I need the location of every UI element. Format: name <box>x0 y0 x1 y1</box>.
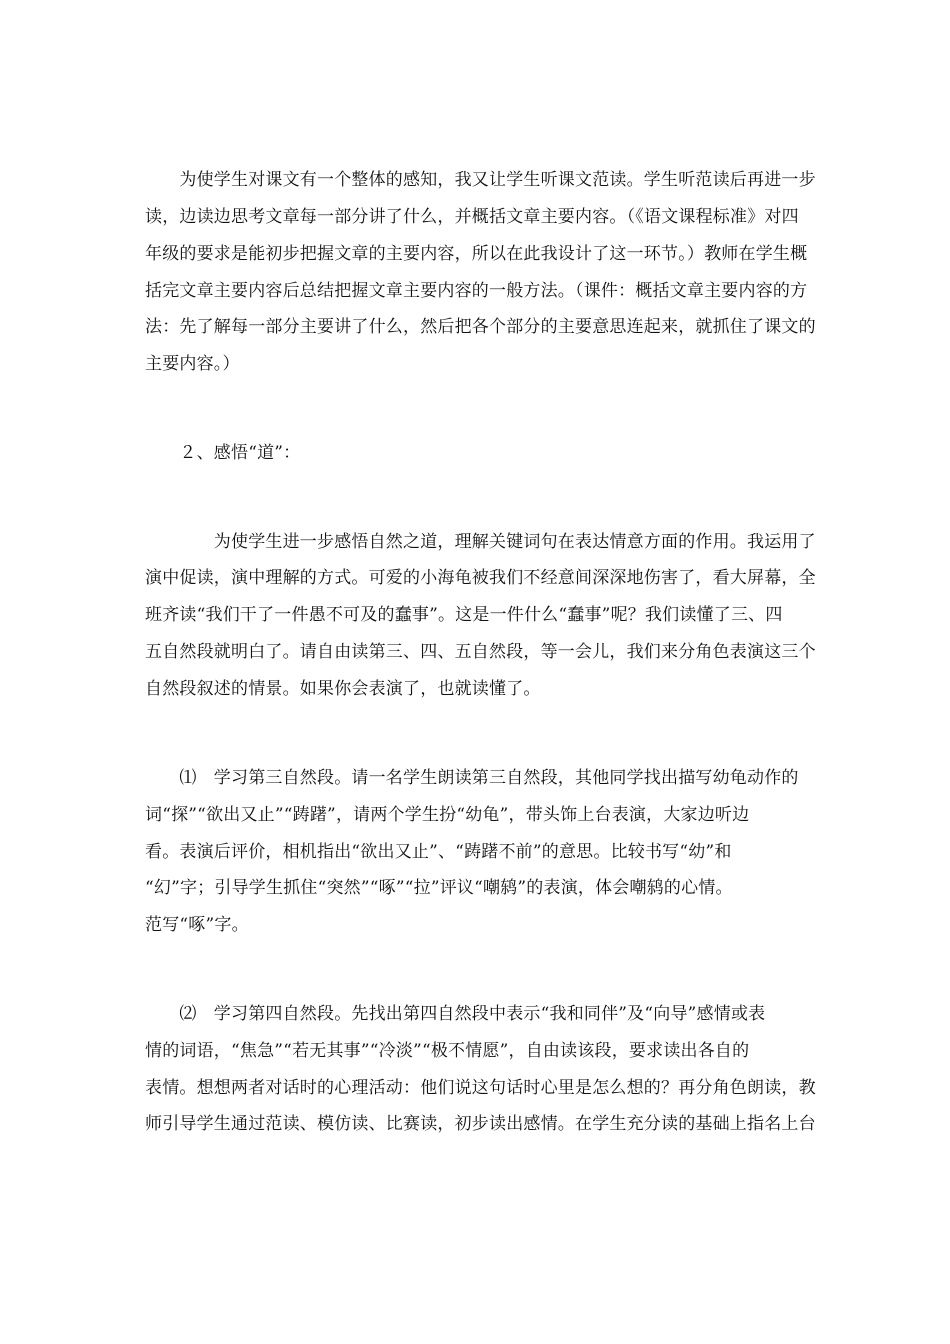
paragraph-2-line-1: 为使学生进一步感悟自然之道，理解关键词句在表达情意方面的作用。我运用了 <box>145 532 816 552</box>
section-heading: ２、感悟“道”： <box>145 443 301 463</box>
paragraph-1-line-3: 年级的要求是能初步把握文章的主要内容，所以在此我设计了这一环节。）教师在学生概 <box>145 244 808 264</box>
paragraph-3-line-4: “幻”字；引导学生抓住“突然”“啄”“拉”评议“嘲鸫”的表演，体会嘲鸫的心情。 <box>145 878 733 898</box>
paragraph-3-line-5: 范写“啄”字。 <box>145 915 249 935</box>
paragraph-4-line-4: 师引导学生通过范读、模仿读、比赛读，初步读出感情。在学生充分读的基础上指名上台 <box>145 1114 816 1134</box>
paragraph-4-line-2: 情的词语，“焦急”“若无其事”“冷淡”“极不情愿”，自由读该段，要求读出各自的 <box>145 1041 750 1061</box>
paragraph-3-line-3: 看。表演后评价，相机指出“欲出又止”、“踌躇不前”的意思。比较书写“幼”和 <box>145 842 732 862</box>
paragraph-1-line-4: 括完文章主要内容后总结把握文章主要内容的一般方法。（课件：概括文章主要内容的方 <box>145 281 808 301</box>
paragraph-3-line-1: ⑴ 学习第三自然段。请一名学生朗读第三自然段，其他同学找出描写幼龟动作的 <box>145 768 799 788</box>
paragraph-1-line-2: 读，边读边思考文章每一部分讲了什么，并概括文章主要内容。（《语文课程标准》对四 <box>145 207 799 227</box>
paragraph-1-line-1: 为使学生对课文有一个整体的感知，我又让学生听课文范读。学生听范读后再进一步 <box>145 170 816 190</box>
paragraph-2-line-2: 演中促读，演中理解的方式。可爱的小海龟被我们不经意间深深地伤害了，看大屏幕，全 <box>145 568 816 588</box>
paragraph-2-line-5: 自然段叙述的情景。如果你会表演了，也就读懂了。 <box>145 679 541 699</box>
paragraph-1-line-6: 主要内容。） <box>145 354 240 374</box>
paragraph-4-line-1: ⑵ 学习第四自然段。先找出第四自然段中表示“我和同伴”及“向导”感情或表 <box>145 1004 766 1024</box>
paragraph-2-line-4: 五自然段就明白了。请自由读第三、四、五自然段，等一会儿，我们来分角色表演这三个 <box>145 642 816 662</box>
paragraph-1-line-5: 法：先了解每一部分主要讲了什么，然后把各个部分的主要意思连起来，就抓住了课文的 <box>145 317 816 337</box>
paragraph-3-line-2: 词“探”“欲出又止”“踌躇”，请两个学生扮“幼龟”，带头饰上台表演，大家边听边 <box>145 805 750 825</box>
paragraph-2-line-3: 班齐读“我们干了一件愚不可及的蠢事”。这是一件什么“蠢事”呢？我们读懂了三、四 <box>145 605 783 625</box>
paragraph-4-line-3: 表情。想想两者对话时的心理活动：他们说这句话时心里是怎么想的？再分角色朗读，教 <box>145 1078 816 1098</box>
